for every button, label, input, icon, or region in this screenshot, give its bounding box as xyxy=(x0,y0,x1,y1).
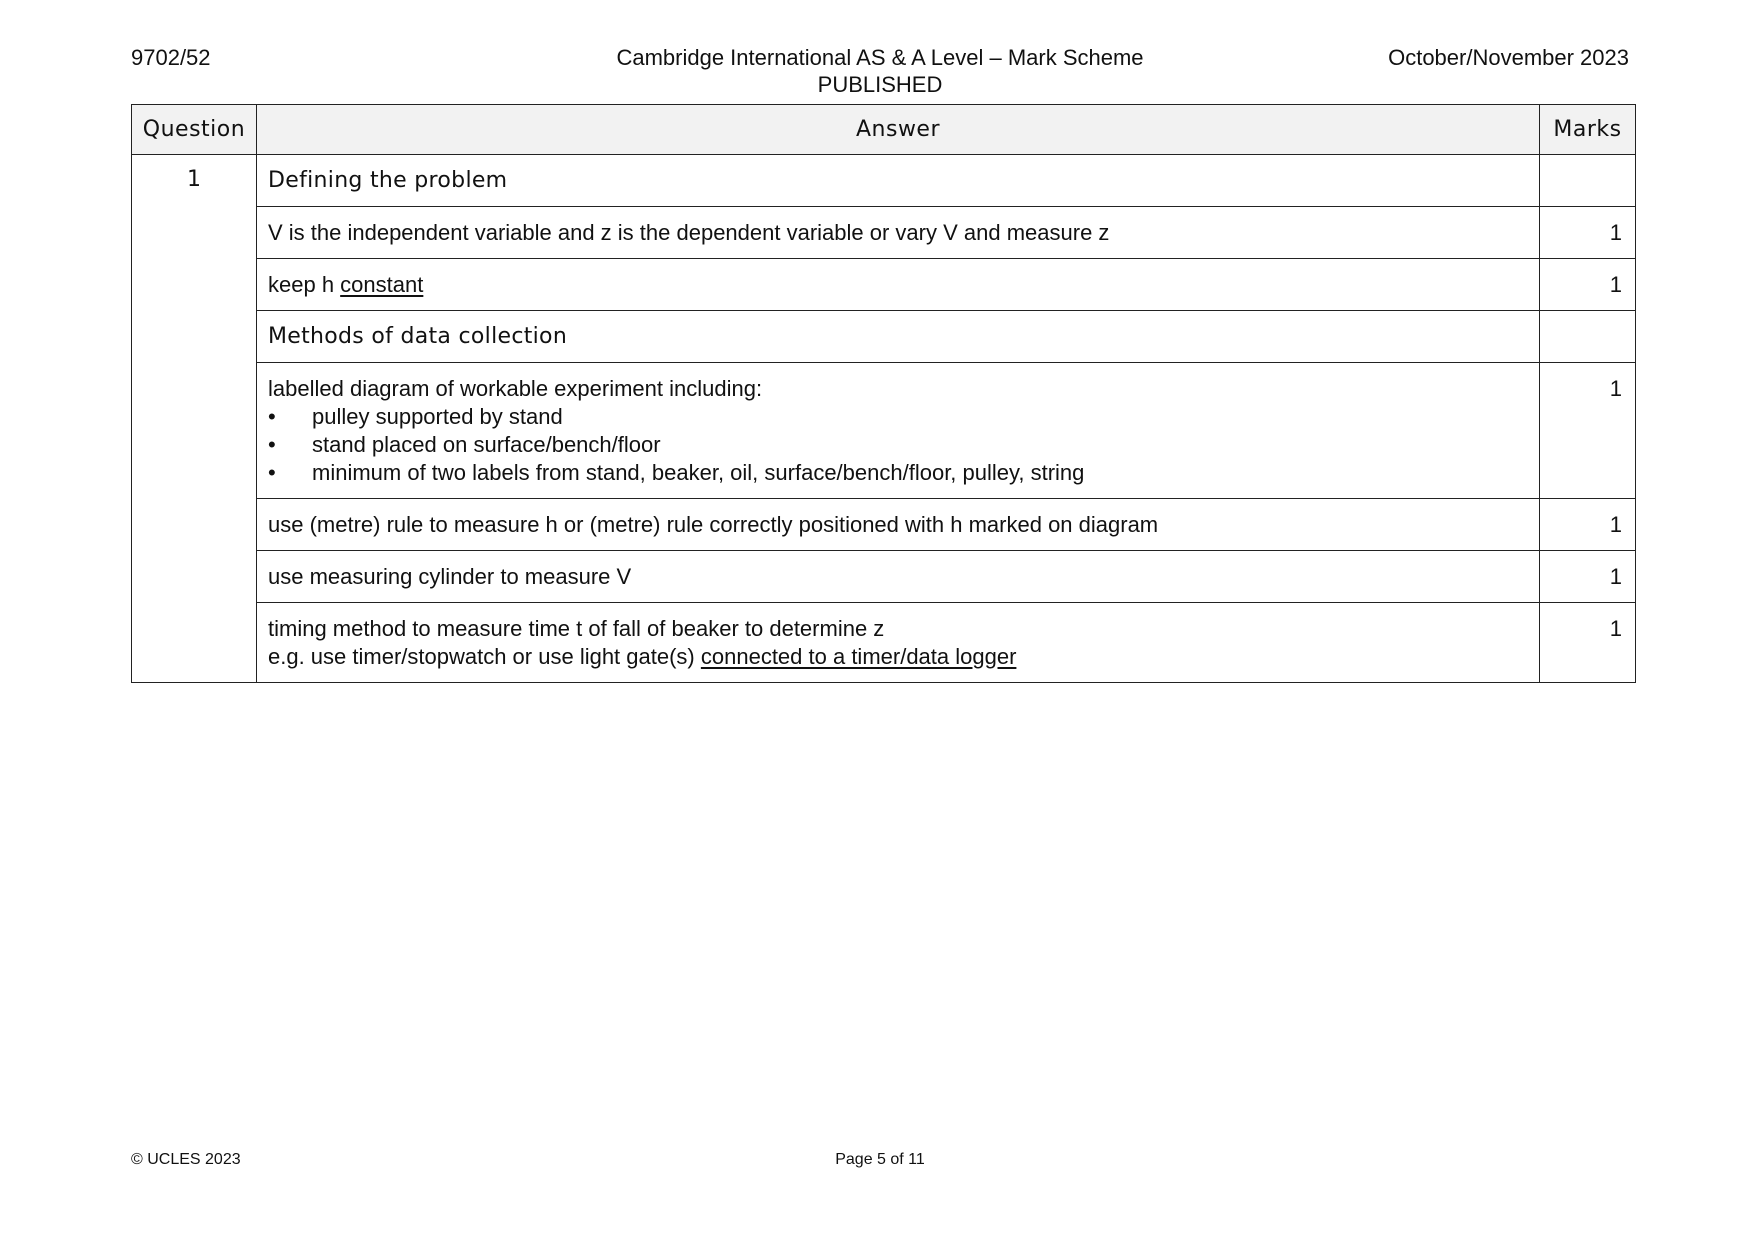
column-header-marks: Marks xyxy=(1540,105,1636,155)
copyright-notice: © UCLES 2023 xyxy=(131,1151,241,1168)
answer-cylinder: use measuring cylinder to measure V xyxy=(257,551,1540,603)
table-row xyxy=(132,259,1636,311)
marks-cell: 1 xyxy=(1540,207,1636,259)
answer-diagram xyxy=(257,363,1540,499)
list-item: • stand placed on surface/bench/floor xyxy=(268,431,1528,459)
table-row xyxy=(132,311,1636,363)
section-heading-methods: Methods of data collection xyxy=(257,311,1540,363)
table-header-row xyxy=(132,105,1636,155)
table-row xyxy=(132,363,1636,499)
document-title-block xyxy=(600,44,1160,98)
paper-code: 9702/52 xyxy=(131,45,211,70)
marks-cell: 1 xyxy=(1540,499,1636,551)
document-title: Cambridge International AS & A Level – Mark Scheme xyxy=(616,45,1144,70)
bullet-list xyxy=(268,403,1528,487)
marks-cell xyxy=(1540,155,1636,207)
column-header-answer: Answer xyxy=(257,105,1540,155)
marks-cell: 1 xyxy=(1540,363,1636,499)
table-row xyxy=(132,603,1636,683)
marks-cell: 1 xyxy=(1540,603,1636,683)
table-row xyxy=(132,155,1636,207)
list-item: • pulley supported by stand xyxy=(268,403,1528,431)
answer-timing-line2-text: e.g. use timer/stopwatch or use light gate(s) xyxy=(268,644,701,669)
answer-timing-line2 xyxy=(268,643,1528,671)
marks-cell: 1 xyxy=(1540,259,1636,311)
answer-diagram-intro: labelled diagram of workable experiment including: xyxy=(268,376,763,401)
marks-cell xyxy=(1540,311,1636,363)
column-header-question: Question xyxy=(132,105,257,155)
document-status: PUBLISHED xyxy=(817,72,943,97)
answer-timing xyxy=(257,603,1540,683)
question-number: 1 xyxy=(132,155,257,683)
marks-cell: 1 xyxy=(1540,551,1636,603)
answer-constant-text: keep h xyxy=(268,272,341,297)
table-row xyxy=(132,499,1636,551)
page-number: Page 5 of 11 xyxy=(835,1151,925,1168)
list-item: • minimum of two labels from stand, beaker, oil, surface/bench/floor, pulley, string xyxy=(268,459,1528,487)
exam-session: October/November 2023 xyxy=(1388,45,1629,70)
answer-timing-line1: timing method to measure time t of fall of beaker to determine z xyxy=(268,616,885,641)
answer-constant xyxy=(257,259,1540,311)
answer-variables: V is the independent variable and z is the dependent variable or vary V and measure z xyxy=(257,207,1540,259)
section-heading-defining: Defining the problem xyxy=(257,155,1540,207)
answer-constant-underlined: constant xyxy=(340,272,424,297)
answer-rule: use (metre) rule to measure h or (metre) rule correctly positioned with h marked on diagram xyxy=(257,499,1540,551)
table-row xyxy=(132,207,1636,259)
answer-timing-underlined: connected to a timer/data logger xyxy=(700,644,1017,669)
table-row xyxy=(132,551,1636,603)
mark-scheme-table xyxy=(131,104,1636,683)
